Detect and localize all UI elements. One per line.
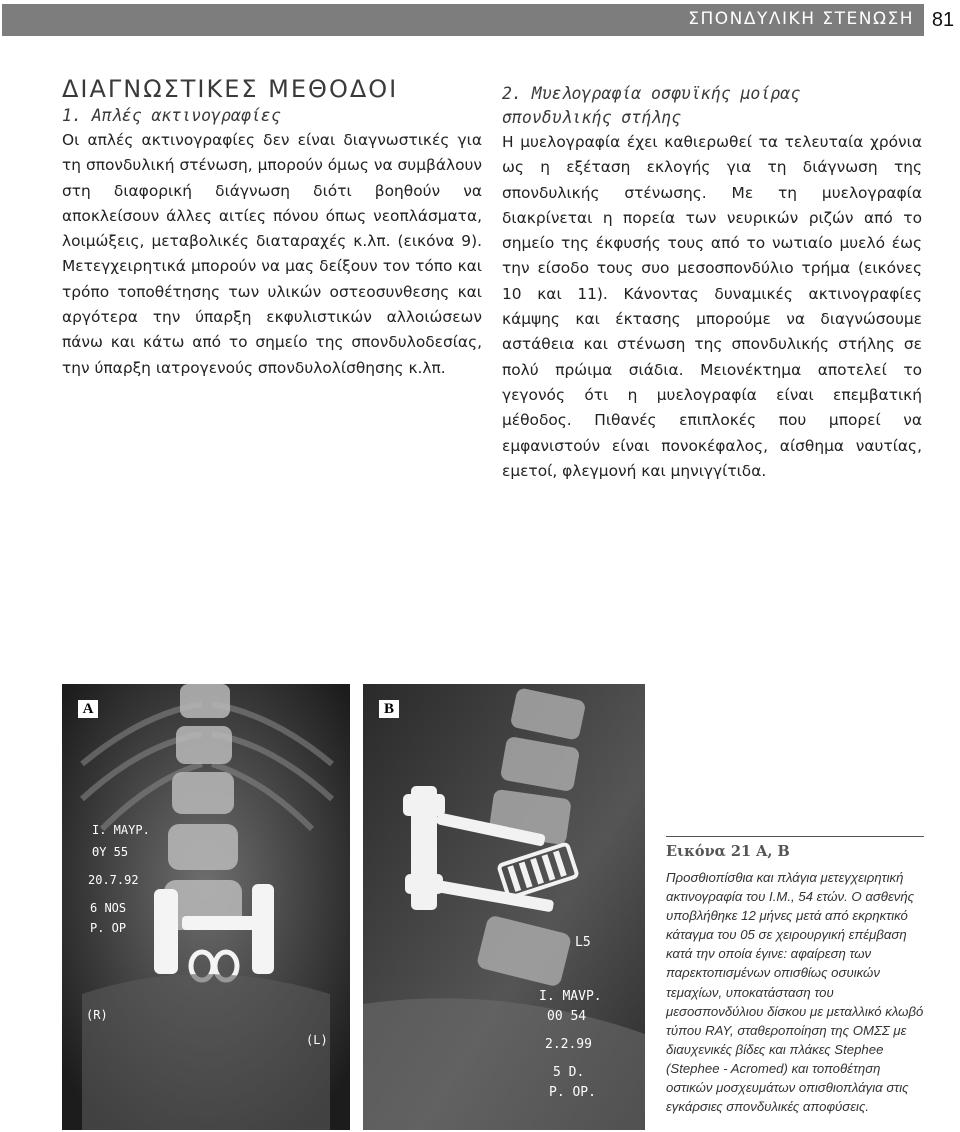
xray-b-image xyxy=(363,684,645,1130)
right-column xyxy=(502,82,922,484)
xray-a-annotation-age: ΘΥ 55 xyxy=(92,845,129,859)
xray-b-annotation-pop: P. OP. xyxy=(549,1085,596,1100)
xray-b-annotation-level: L5 xyxy=(575,935,591,950)
xray-a-image xyxy=(62,684,350,1130)
xray-a-annotation-right: (R) xyxy=(86,1008,108,1022)
subsection-1-text: Οι απλές ακτινογραφίες δεν είναι διαγνωστικές για τη σπονδυλική στένωση, μπορούν όμως να συμβάλουν στη διαφορική διάγνωση διότι βοηθούν να αποκλείσουν άλλες αιτίες πόνου όπως νεοπλάσματα, λοιμώξεις, μεταβολικές διαταραχές κ.λπ. (εικόνα 9). Μετεγχειρητικά μπορούν να μας δείξουν τον τόπο και τρόπο τοποθέτησης των υλικών οστεοσυνθεσης και αργότερα την ύπαρξη εκφυλιστικών αλλοιώσεων πάνω και κάτω από το σημείο της σπονδυλοδεσίας, την ύπαρξη ιατρογενούς σπονδυλολίσθησης κ.λπ. xyxy=(62,131,482,377)
figure-caption xyxy=(666,836,924,1116)
caption-divider xyxy=(666,836,924,837)
xray-figure-b xyxy=(363,684,645,1130)
section-heading: ΔΙΑΓΝΩΣΤΙΚΕΣ ΜΕΘΟΔΟΙ xyxy=(62,75,399,103)
left-column xyxy=(62,74,482,381)
caption-title: Εικόνα 21 Α, Β xyxy=(666,843,790,860)
xray-b-annotation-date: 2.2.99 xyxy=(545,1037,592,1052)
xray-b-annotation-days: 5 D. xyxy=(553,1065,585,1080)
caption-text: Προσθιοπίσθια και πλάγια μετεγχειρητική ακτινογραφία του Ι.Μ., 54 ετών. Ο ασθενής υποβλήθηκε 12 μήνες μετά από εκρηκτικό κάταγμα του 05 σε χειρουργική επέμβαση κατά την οποία έγινε: αφαίρεση των παρεκτοπισμένων οπισθίως οσυικών τεμαχίων, υποκατάσταση του μεσοσπονδύλιου δίσκου με μεταλλικό κλωβό τύπου RAY, σταθεροποίηση της ΟΜΣΣ με διαυχενικές βίδες και πλάκες Stephee (Stephee - Acromed) και τοποθέτηση οστικών μοσχευμάτων οπισθιοπλάγια στις εγκάρσιες σπονδυλικές αποφύσεις. xyxy=(666,870,924,1115)
xray-figure-a xyxy=(62,684,350,1130)
subsection-2-title-line2: σπονδυλικής στήλης xyxy=(502,108,681,127)
running-title: ΣΠΟΝΔΥΛΙΚΗ ΣΤΕΝΩΣΗ xyxy=(688,9,914,29)
xray-b-annotation-age: 00 54 xyxy=(547,1009,587,1024)
xray-a-annotation-date: 20.7.92 xyxy=(88,873,139,887)
xray-a-annotation-name: I. MAYP. xyxy=(92,823,150,837)
figure-b-label: B xyxy=(379,700,399,718)
xray-a-annotation-left: (L) xyxy=(306,1033,328,1047)
subsection-2-title-line1: 2. Μυελογραφία οσφυϊκής μοίρας xyxy=(502,84,801,103)
page-number: 81 xyxy=(931,9,955,31)
xray-a-annotation-pop: P. OP xyxy=(90,921,127,935)
xray-a-annotation-nos: 6 NOS xyxy=(90,901,127,915)
subsection-2-text: Η μυελογραφία έχει καθιερωθεί τα τελευταία χρόνια ως η εξέταση εκλογής για τη διάγνωση της σπονδυλικής στένωσης. Με τη μυελογραφία διακρίνεται η πορεία των νευρικών ριζών από το σημείο της έκφυσής τους από το νωτιαίο μυελό έως την είσοδο τους συο μεσοσπονδύλιο τρήμα (εικόνες 10 και 11). Κάνοντας δυναμικές ακτινογραφίες κάμψης και έκτασης μπορούμε να διαγνώσουμε αστάθεια και στένωση της σπονδυλικής στήλης σε πολύ πρώιμα σιάδια. Μειονέκτημα αποτελεί το γεγονός ότι η μυελογραφία είναι επεμβατική μέθοδος. Πιθανές επιπλοκές που μπορεί να εμφανιστούν είναι πονοκέφαλος, αίσθημα ναυτίας, εμετοί, φλεγμονή και μηνιγγίτιδα. xyxy=(502,133,922,480)
xray-b-annotation-name: I. MAVP. xyxy=(539,989,602,1004)
subsection-1-title: 1. Απλές ακτινογραφίες xyxy=(62,106,281,125)
running-header-bar xyxy=(2,4,924,36)
figure-a-label: A xyxy=(78,700,98,718)
